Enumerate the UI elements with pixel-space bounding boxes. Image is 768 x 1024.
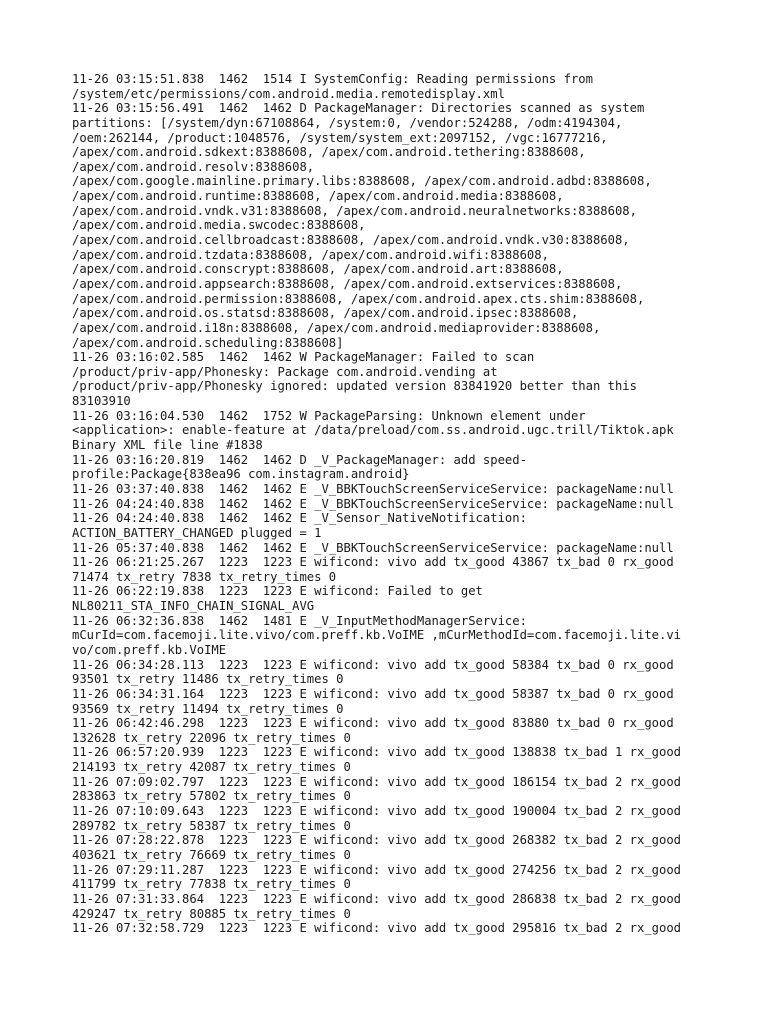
log-line: /apex/com.android.conscrypt:8388608, /apex/com.android.art:8388608, xyxy=(72,262,564,277)
log-line: Binary XML file line #1838 xyxy=(72,438,263,453)
log-line: 289782 tx_retry 58387 tx_retry_times 0 xyxy=(72,818,351,833)
log-line: 11-26 03:15:51.838 1462 1514 I SystemConfig: Reading permissions from xyxy=(72,72,593,86)
log-line: 11-26 07:29:11.287 1223 1223 E wificond: vivo add tx_good 274256 tx_bad 2 rx_good xyxy=(72,862,682,877)
log-line: 83103910 xyxy=(72,394,131,409)
log-line: 429247 tx_retry 80885 tx_retry_times 0 xyxy=(72,906,351,921)
log-line: partitions: [/system/dyn:67108864, /system:0, /vendor:524288, /odm:4194304, xyxy=(72,115,623,130)
log-line: /apex/com.android.vndk.v31:8388608, /apex/com.android.neuralnetworks:8388608, xyxy=(72,203,637,218)
log-line: 11-26 03:16:02.585 1462 1462 W PackageManager: Failed to scan xyxy=(72,350,535,365)
log-line: 11-26 06:34:31.164 1223 1223 E wificond: vivo add tx_good 58387 tx_bad 0 rx_good xyxy=(72,686,674,701)
log-line: 11-26 04:24:40.838 1462 1462 E _V_BBKTouchScreenServiceService: packageName:null xyxy=(72,496,674,511)
log-line: 11-26 07:09:02.797 1223 1223 E wificond: vivo add tx_good 186154 tx_bad 2 rx_good xyxy=(72,774,682,789)
log-line: 11-26 07:31:33.864 1223 1223 E wificond: vivo add tx_good 286838 tx_bad 2 rx_good xyxy=(72,891,682,906)
log-line: 403621 tx_retry 76669 tx_retry_times 0 xyxy=(72,847,351,862)
log-line: /apex/com.android.permission:8388608, /apex/com.android.apex.cts.shim:8388608, xyxy=(72,291,645,306)
log-line: /apex/com.google.mainline.primary.libs:8388608, /apex/com.android.adbd:8388608, xyxy=(72,174,652,189)
log-line: profile:Package{838ea96 com.instagram.android} xyxy=(72,467,410,482)
log-line: 11-26 03:16:04.530 1462 1752 W PackageParsing: Unknown element under xyxy=(72,408,586,423)
log-line: /oem:262144, /product:1048576, /system/system_ext:2097152, /vgc:16777216, xyxy=(72,130,608,145)
log-line: 11-26 06:57:20.939 1223 1223 E wificond: vivo add tx_good 138838 tx_bad 1 rx_good xyxy=(72,745,682,760)
log-line: ACTION_BATTERY_CHANGED plugged = 1 xyxy=(72,525,322,540)
log-line: /product/priv-app/Phonesky: Package com.android.vending at xyxy=(72,364,498,379)
log-line: mCurId=com.facemoji.lite.vivo/com.preff.kb.VoIME ,mCurMethodId=com.facemoji.lite.vi xyxy=(72,628,682,643)
log-line: 11-26 03:37:40.838 1462 1462 E _V_BBKTouchScreenServiceService: packageName:null xyxy=(72,481,674,496)
log-line: /apex/com.android.media.swcodec:8388608, xyxy=(72,218,366,233)
log-line: 11-26 04:24:40.838 1462 1462 E _V_Sensor_NativeNotification: xyxy=(72,511,527,526)
log-line: 11-26 07:10:09.643 1223 1223 E wificond: vivo add tx_good 190004 tx_bad 2 rx_good xyxy=(72,804,682,819)
log-line: 11-26 06:32:36.838 1462 1481 E _V_InputMethodManagerService: xyxy=(72,613,527,628)
log-line: 11-26 06:21:25.267 1223 1223 E wificond: vivo add tx_good 43867 tx_bad 0 rx_good xyxy=(72,555,674,570)
log-line: 11-26 07:28:22.878 1223 1223 E wificond: vivo add tx_good 268382 tx_bad 2 rx_good xyxy=(72,833,682,848)
log-line: 132628 tx_retry 22096 tx_retry_times 0 xyxy=(72,730,351,745)
log-line: 283863 tx_retry 57802 tx_retry_times 0 xyxy=(72,789,351,804)
log-line: /apex/com.android.resolv:8388608, xyxy=(72,159,315,174)
log-line: /apex/com.android.tzdata:8388608, /apex/com.android.wifi:8388608, xyxy=(72,247,549,262)
log-line: 11-26 03:15:56.491 1462 1462 D PackageManager: Directories scanned as system xyxy=(72,101,645,116)
log-line: /apex/com.android.cellbroadcast:8388608, /apex/com.android.vndk.v30:8388608, xyxy=(72,233,630,248)
log-line: 11-26 06:22:19.838 1223 1223 E wificond: Failed to get xyxy=(72,584,483,599)
log-line: 411799 tx_retry 77838 tx_retry_times 0 xyxy=(72,877,351,892)
log-line: 93569 tx_retry 11494 tx_retry_times 0 xyxy=(72,701,344,716)
log-line: /apex/com.android.appsearch:8388608, /apex/com.android.extservices:8388608, xyxy=(72,276,623,291)
log-line: 11-26 06:42:46.298 1223 1223 E wificond: vivo add tx_good 83880 tx_bad 0 rx_good xyxy=(72,716,674,731)
log-text-block xyxy=(72,72,712,936)
log-line: 11-26 07:32:58.729 1223 1223 E wificond: vivo add tx_good 295816 tx_bad 2 rx_good xyxy=(72,921,682,936)
log-line: /apex/com.android.i18n:8388608, /apex/com.android.mediaprovider:8388608, xyxy=(72,320,601,335)
log-line: 11-26 03:16:20.819 1462 1462 D _V_PackageManager: add speed- xyxy=(72,452,527,467)
log-line: /apex/com.android.runtime:8388608, /apex/com.android.media:8388608, xyxy=(72,189,564,204)
log-line: <application>: enable-feature at /data/preload/com.ss.android.ugc.trill/Tiktok.apk xyxy=(72,423,674,438)
log-line: 214193 tx_retry 42087 tx_retry_times 0 xyxy=(72,760,351,775)
log-line: 11-26 06:34:28.113 1223 1223 E wificond: vivo add tx_good 58384 tx_bad 0 rx_good xyxy=(72,657,674,672)
log-line: 71474 tx_retry 7838 tx_retry_times 0 xyxy=(72,569,337,584)
log-line: NL80211_STA_INFO_CHAIN_SIGNAL_AVG xyxy=(72,599,315,614)
log-line: /apex/com.android.os.statsd:8388608, /apex/com.android.ipsec:8388608, xyxy=(72,306,579,321)
log-line: 93501 tx_retry 11486 tx_retry_times 0 xyxy=(72,672,344,687)
log-line: vo/com.preff.kb.VoIME xyxy=(72,642,227,657)
log-line: /apex/com.android.sdkext:8388608, /apex/com.android.tethering:8388608, xyxy=(72,145,586,160)
log-line: /system/etc/permissions/com.android.media.remotedisplay.xml xyxy=(72,86,505,101)
log-line: /apex/com.android.scheduling:8388608] xyxy=(72,335,344,350)
log-line: 11-26 05:37:40.838 1462 1462 E _V_BBKTouchScreenServiceService: packageName:null xyxy=(72,540,674,555)
log-line: /product/priv-app/Phonesky ignored: updated version 83841920 better than this xyxy=(72,379,637,394)
